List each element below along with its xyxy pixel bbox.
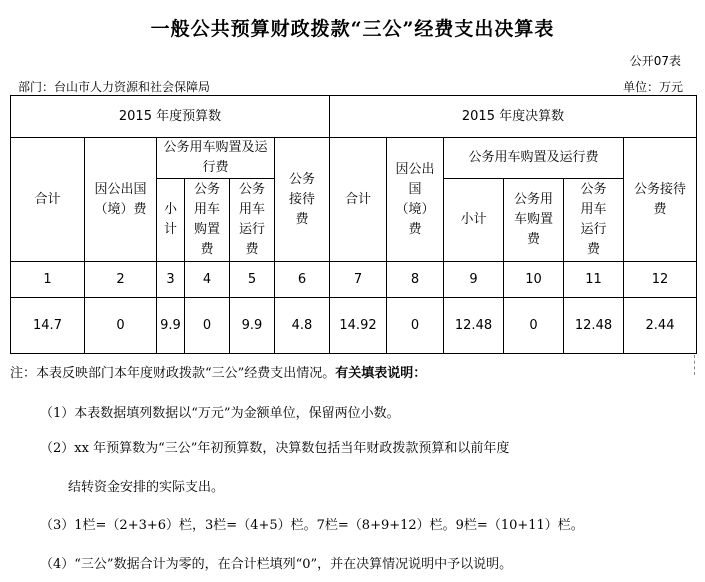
- col-number: 5: [230, 262, 275, 298]
- group-header-budget: 2015 年度预算数: [11, 96, 330, 138]
- col-number: 3: [157, 262, 185, 298]
- header-total-budget: 合计: [11, 138, 85, 262]
- value-cell: 2.44: [624, 298, 697, 354]
- value-cell: 0: [185, 298, 230, 354]
- header-reception-budget: 公务接待费: [275, 138, 330, 262]
- expense-table: [10, 95, 697, 354]
- col-number: 12: [624, 262, 697, 298]
- note-3: （3）1栏=（2+3+6）栏，3栏=（4+5）栏。7栏=（8+9+12）栏。9栏=（10+11）栏。: [40, 518, 584, 533]
- value-cell: 9.9: [230, 298, 275, 354]
- header-car-purchase-final: 公务用车购置费: [504, 179, 564, 262]
- divider: [694, 355, 695, 375]
- col-number: 6: [275, 262, 330, 298]
- department-label: 部门：台山市人力资源和社会保障局: [18, 80, 211, 94]
- value-cell: 4.8: [275, 298, 330, 354]
- header-car-group-final: 公务用车购置及运行费: [444, 138, 624, 179]
- note-intro: 注：本表反映部门本年度财政拨款“三公”经费支出情况。有关填表说明：: [10, 366, 427, 381]
- value-cell: 14.7: [11, 298, 85, 354]
- col-number: 8: [387, 262, 444, 298]
- header-reception-final: 公务接待费: [624, 138, 697, 262]
- header-subtotal-final: 小计: [444, 179, 504, 262]
- value-cell: 12.48: [564, 298, 624, 354]
- col-number: 4: [185, 262, 230, 298]
- col-number: 7: [330, 262, 387, 298]
- group-header-final: 2015 年度决算数: [330, 96, 697, 138]
- value-cell: 12.48: [444, 298, 504, 354]
- col-number: 1: [11, 262, 85, 298]
- value-cell: 0: [85, 298, 157, 354]
- value-cell: 0: [504, 298, 564, 354]
- unit-label: 单位：万元: [622, 80, 683, 94]
- header-car-purchase-budget: 公务用车购置费: [185, 179, 230, 262]
- form-code: 公开07表: [629, 54, 681, 68]
- note-2a: （2）xx 年预算数为“三公”年初预算数，决算数包括当年财政拨款预算和以前年度: [40, 441, 510, 456]
- value-cell: 14.92: [330, 298, 387, 354]
- header-car-operation-final: 公务用车运行费: [564, 179, 624, 262]
- header-total-final: 合计: [330, 138, 387, 262]
- header-abroad-final: 因公出国（境）费: [387, 138, 444, 262]
- header-subtotal-budget: 小计: [157, 179, 185, 262]
- col-number: 2: [85, 262, 157, 298]
- header-abroad-budget: 因公出国（境）费: [85, 138, 157, 262]
- page-title: 一般公共预算财政拨款“三公”经费支出决算表: [150, 18, 555, 40]
- header-car-group-budget: 公务用车购置及运行费: [157, 138, 275, 179]
- value-cell: 0: [387, 298, 444, 354]
- note-1: （1）本表数据填列数据以“万元”为金额单位，保留两位小数。: [40, 406, 400, 421]
- note-2b: 结转资金安排的实际支出。: [68, 480, 225, 495]
- value-cell: 9.9: [157, 298, 185, 354]
- col-number: 11: [564, 262, 624, 298]
- col-number: 10: [504, 262, 564, 298]
- col-number: 9: [444, 262, 504, 298]
- note-4: （4）“三公”数据合计为零的，在合计栏填列“0”，并在决算情况说明中予以说明。: [40, 557, 513, 572]
- header-car-operation-budget: 公务用车运行费: [230, 179, 275, 262]
